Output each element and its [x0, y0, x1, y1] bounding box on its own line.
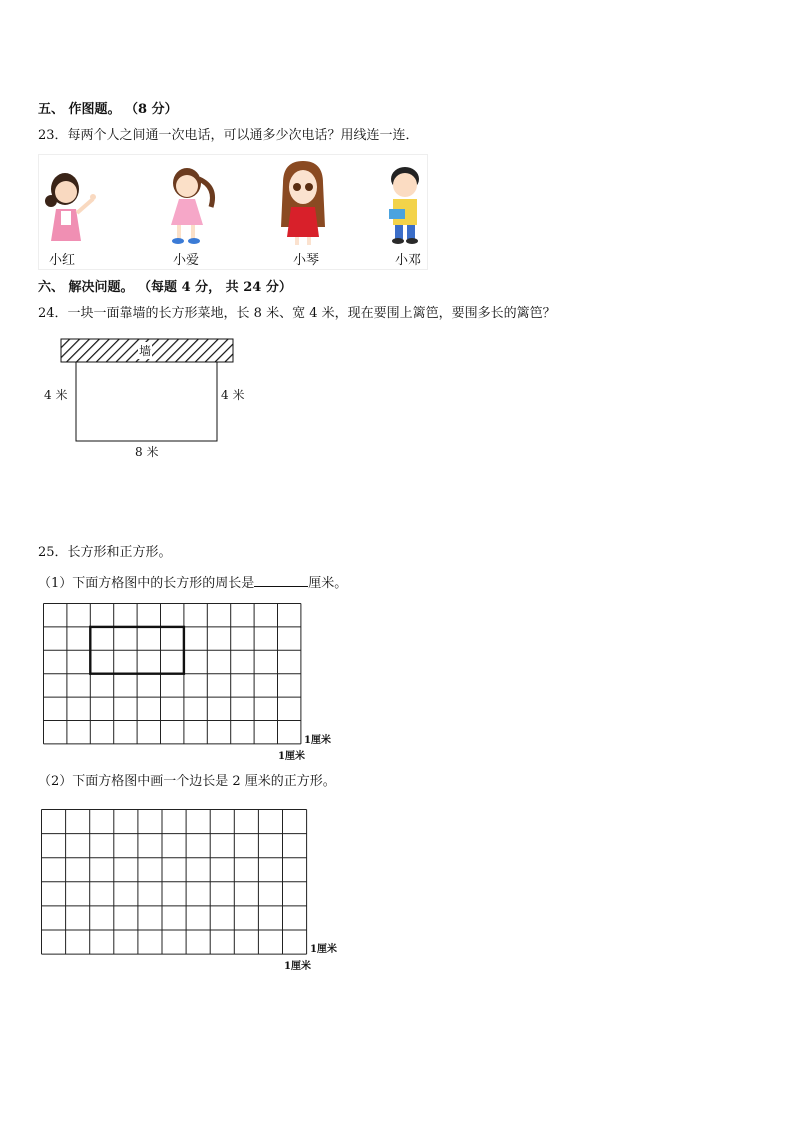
garden-diagram — [60, 338, 260, 428]
unit-label-bottom: 1厘米 — [284, 961, 311, 972]
wall-label: 墙 — [139, 344, 152, 358]
section-six-title: 六、 解决问题。 （每题 4 分， 共 24 分） — [38, 280, 292, 295]
bottom-side-label: 8 米 — [135, 445, 159, 459]
girl-pigtails-icon — [39, 159, 109, 249]
square-grid-2[interactable] — [41, 809, 309, 955]
unit-label-bottom: 1厘米 — [278, 751, 305, 762]
part1-suffix: 厘米。 — [308, 576, 348, 591]
kid-name: 小邓 — [395, 253, 422, 268]
section-five-title: 五、 作图题。 （8 分） — [38, 102, 178, 117]
square-grid-1 — [43, 603, 303, 747]
girl-long-hair-icon — [275, 157, 345, 249]
question-25-text: 25．长方形和正方形。 — [38, 545, 172, 560]
kids-picture-panel — [38, 154, 428, 270]
question-23-text: 23．每两个人之间通一次电话，可以通多少次电话？用线连一连． — [38, 128, 419, 143]
left-side-label: 4 米 — [44, 388, 68, 402]
question-25-part2: （2）下面方格图中画一个边长是 2 厘米的正方形。 — [38, 774, 336, 789]
question-25-part1 — [38, 572, 347, 591]
part1-prefix: （1）下面方格图中的长方形的周长是 — [38, 576, 255, 591]
girl-pink-dress-icon — [163, 159, 233, 249]
kid-name: 小爱 — [173, 253, 200, 268]
garden-rectangle — [76, 362, 217, 441]
kid-name: 小红 — [49, 253, 76, 268]
right-side-label: 4 米 — [221, 388, 245, 402]
unit-label-side: 1厘米 — [304, 735, 331, 746]
unit-label-side: 1厘米 — [310, 944, 337, 955]
question-24-text: 24．一块一面靠墙的长方形菜地，长 8 米、宽 4 米，现在要围上篱笆，要围多长的篱笆？ — [38, 306, 556, 321]
answer-blank[interactable] — [254, 574, 308, 587]
kid-name: 小琴 — [293, 253, 320, 268]
boy-with-books-icon — [379, 159, 439, 251]
